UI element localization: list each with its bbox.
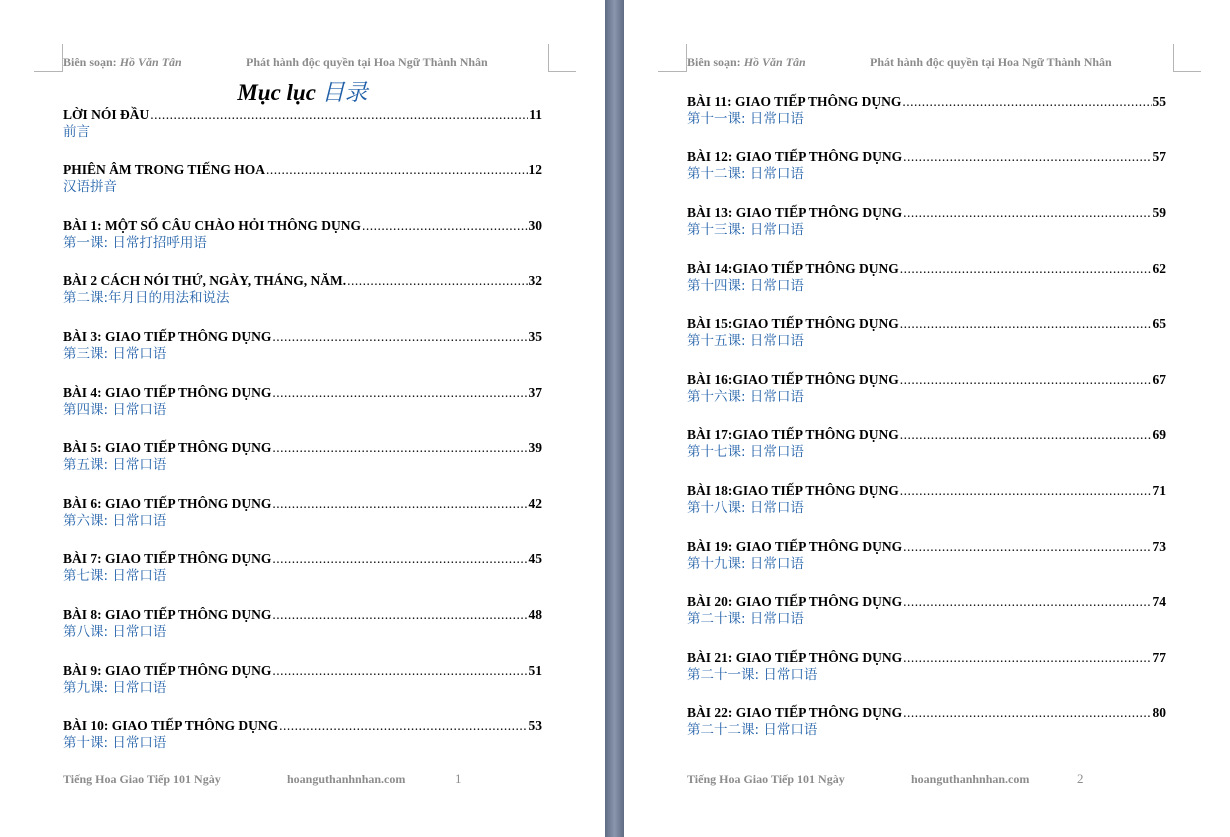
dot-leader	[903, 704, 1151, 721]
toc-entry-title: BÀI 5: GIAO TIẾP THÔNG DỤNG	[63, 440, 272, 455]
dot-leader	[266, 161, 527, 178]
toc-entry-zh: 第七课: 日常口语	[63, 568, 167, 584]
toc-entry-title: BÀI 14:GIAO TIẾP THÔNG DỤNG	[687, 261, 899, 276]
toc-entry[interactable]	[63, 161, 542, 197]
crop-mark	[548, 71, 576, 72]
toc-title	[0, 74, 605, 107]
toc-entry-title: BÀI 2 CÁCH NÓI THỨ, NGÀY, THÁNG, NĂM.	[63, 273, 347, 288]
toc-entry-title: BÀI 22: GIAO TIẾP THÔNG DỤNG	[687, 705, 903, 720]
toc-entry-page: 11	[529, 107, 542, 122]
toc-entry-zh: 第三课: 日常口语	[63, 346, 167, 362]
toc-entry-title: BÀI 7: GIAO TIẾP THÔNG DỤNG	[63, 551, 272, 566]
toc-entry-zh: 第十五课: 日常口语	[687, 333, 804, 349]
toc-entry-page: 53	[528, 718, 542, 733]
toc-entry-page: 55	[1152, 94, 1166, 109]
footer-website: hoanguthanhnhan.com	[911, 772, 1030, 786]
dot-leader	[900, 426, 1152, 443]
author-name: Hồ Văn Tân	[743, 55, 806, 69]
header-author	[63, 55, 182, 70]
toc-entry-zh: 第十七课: 日常口语	[687, 444, 804, 460]
header-author	[687, 55, 806, 70]
toc-entry-title: BÀI 4: GIAO TIẾP THÔNG DỤNG	[63, 385, 272, 400]
toc-entry[interactable]	[63, 328, 542, 364]
toc-entry-title: BÀI 18:GIAO TIẾP THÔNG DỤNG	[687, 483, 899, 498]
toc-entry-page: 35	[528, 329, 542, 344]
toc-entry[interactable]	[687, 649, 1166, 685]
toc-entry-title: BÀI 16:GIAO TIẾP THÔNG DỤNG	[687, 372, 899, 387]
dot-leader	[903, 593, 1151, 610]
toc-entry-zh: 第五课: 日常口语	[63, 457, 167, 473]
dot-leader	[347, 272, 527, 289]
toc-entry-page: 62	[1152, 261, 1166, 276]
toc-entry-page: 32	[528, 273, 542, 288]
dot-leader	[900, 315, 1152, 332]
footer-book-title: Tiếng Hoa Giao Tiếp 101 Ngày	[687, 772, 845, 786]
toc-entry-zh: 第二十课: 日常口语	[687, 611, 804, 627]
toc-entry[interactable]	[687, 204, 1166, 240]
toc-entry[interactable]	[63, 106, 542, 142]
crop-mark	[658, 71, 686, 72]
toc-entry[interactable]	[687, 538, 1166, 574]
toc-entry-page: 57	[1152, 149, 1166, 164]
toc-entry-zh: 第二十二课: 日常口语	[687, 722, 818, 738]
toc-entry[interactable]	[687, 704, 1166, 740]
dot-leader	[362, 217, 527, 234]
toc-entry[interactable]	[687, 426, 1166, 462]
footer-website: hoanguthanhnhan.com	[287, 772, 406, 786]
toc-entry-page: 67	[1152, 372, 1166, 387]
toc-entry-zh: 前言	[63, 124, 90, 140]
toc-entry[interactable]	[63, 717, 542, 753]
dot-leader	[903, 204, 1151, 221]
toc-entry-page: 74	[1152, 594, 1166, 609]
toc-entry-page: 65	[1152, 316, 1166, 331]
toc-entry-page: 71	[1152, 483, 1166, 498]
toc-entry-title: BÀI 1: MỘT SỐ CÂU CHÀO HỎI THÔNG DỤNG	[63, 218, 362, 233]
toc-entry-zh: 第二课:年月日的用法和说法	[63, 290, 230, 306]
dot-leader	[272, 495, 527, 512]
toc-entry-zh: 汉语拼音	[63, 179, 117, 195]
crop-mark	[1173, 44, 1174, 72]
toc-entry-title: BÀI 10: GIAO TIẾP THÔNG DỤNG	[63, 718, 279, 733]
header-publisher: Phát hành độc quyền tại Hoa Ngữ Thành Nhân	[246, 55, 488, 69]
dot-leader	[272, 384, 527, 401]
toc-entry-title: BÀI 3: GIAO TIẾP THÔNG DỤNG	[63, 329, 272, 344]
toc-entry[interactable]	[687, 482, 1166, 518]
toc-entry-page: 59	[1152, 205, 1166, 220]
page-2	[624, 0, 1230, 837]
dot-leader	[903, 538, 1151, 555]
toc-entry-page: 77	[1152, 650, 1166, 665]
toc-entry-zh: 第十八课: 日常口语	[687, 500, 804, 516]
toc-entry-title: BÀI 15:GIAO TIẾP THÔNG DỤNG	[687, 316, 899, 331]
toc-entry-page: 45	[528, 551, 542, 566]
toc-entry-title: BÀI 12: GIAO TIẾP THÔNG DỤNG	[687, 149, 903, 164]
toc-entry-zh: 第十二课: 日常口语	[687, 166, 804, 182]
toc-entry[interactable]	[687, 93, 1166, 129]
page-1	[0, 0, 605, 837]
page-number: 2	[1077, 771, 1084, 786]
page-number: 1	[455, 771, 462, 786]
toc-entry-page: 42	[528, 496, 542, 511]
toc-entry-page: 48	[528, 607, 542, 622]
dot-leader	[272, 606, 527, 623]
toc-entry-page: 37	[528, 385, 542, 400]
toc-entry[interactable]	[687, 371, 1166, 407]
dot-leader	[900, 482, 1152, 499]
dot-leader	[900, 260, 1152, 277]
author-label: Biên soạn:	[63, 55, 117, 69]
toc-entry-page: 73	[1152, 539, 1166, 554]
toc-entry-zh: 第十六课: 日常口语	[687, 389, 804, 405]
toc-entry[interactable]	[687, 593, 1166, 629]
dot-leader	[902, 93, 1151, 110]
toc-entry-page: 80	[1152, 705, 1166, 720]
toc-entry[interactable]	[63, 439, 542, 475]
dot-leader	[272, 662, 527, 679]
toc-entry[interactable]	[63, 550, 542, 586]
page-gutter	[605, 0, 624, 837]
toc-entry-title: BÀI 17:GIAO TIẾP THÔNG DỤNG	[687, 427, 899, 442]
toc-entry[interactable]	[687, 315, 1166, 351]
dot-leader	[903, 649, 1151, 666]
toc-title-vi: Mục lục	[237, 80, 316, 105]
toc-entry-zh: 第十九课: 日常口语	[687, 556, 804, 572]
toc-entry[interactable]	[63, 662, 542, 698]
toc-entry-title: BÀI 9: GIAO TIẾP THÔNG DỤNG	[63, 663, 272, 678]
crop-mark	[34, 71, 62, 72]
dot-leader	[272, 550, 527, 567]
toc-entry-zh: 第六课: 日常口语	[63, 513, 167, 529]
toc-entry[interactable]	[63, 495, 542, 531]
toc-entry-zh: 第十课: 日常口语	[63, 735, 167, 751]
toc-entry-title: BÀI 19: GIAO TIẾP THÔNG DỤNG	[687, 539, 903, 554]
toc-entry-zh: 第十一课: 日常口语	[687, 111, 804, 127]
toc-entry-page: 30	[528, 218, 542, 233]
dot-leader	[903, 148, 1151, 165]
toc-entry-zh: 第一课: 日常打招呼用语	[63, 235, 207, 251]
crop-mark	[548, 44, 549, 72]
toc-entry-title: BÀI 13: GIAO TIẾP THÔNG DỤNG	[687, 205, 903, 220]
toc-entry[interactable]	[687, 260, 1166, 296]
toc-entry-title: BÀI 11: GIAO TIẾP THÔNG DỤNG	[687, 94, 902, 109]
toc-entry-title: LỜI NÓI ĐẦU	[63, 107, 150, 122]
toc-entry-zh: 第二十一课: 日常口语	[687, 667, 818, 683]
toc-entry[interactable]	[63, 217, 542, 253]
dot-leader	[272, 439, 527, 456]
toc-entry-title: BÀI 20: GIAO TIẾP THÔNG DỤNG	[687, 594, 903, 609]
toc-entry-title: BÀI 8: GIAO TIẾP THÔNG DỤNG	[63, 607, 272, 622]
author-label: Biên soạn:	[687, 55, 741, 69]
toc-entry-page: 69	[1152, 427, 1166, 442]
toc-entry-zh: 第十四课: 日常口语	[687, 278, 804, 294]
toc-entry-zh: 第八课: 日常口语	[63, 624, 167, 640]
header-publisher: Phát hành độc quyền tại Hoa Ngữ Thành Nhân	[870, 55, 1112, 69]
toc-entry-title: PHIÊN ÂM TRONG TIẾNG HOA	[63, 162, 266, 177]
dot-leader	[279, 717, 527, 734]
toc-entry[interactable]	[687, 148, 1166, 184]
dot-leader	[272, 328, 527, 345]
toc-entry-page: 51	[528, 663, 542, 678]
toc-title-zh: 目录	[321, 80, 368, 105]
toc-entry-title: BÀI 21: GIAO TIẾP THÔNG DỤNG	[687, 650, 903, 665]
footer-book-title: Tiếng Hoa Giao Tiếp 101 Ngày	[63, 772, 221, 786]
toc-entry-title: BÀI 6: GIAO TIẾP THÔNG DỤNG	[63, 496, 272, 511]
toc-entry-zh: 第九课: 日常口语	[63, 680, 167, 696]
author-name: Hồ Văn Tân	[119, 55, 182, 69]
toc-entry-zh: 第十三课: 日常口语	[687, 222, 804, 238]
toc-entry-page: 39	[528, 440, 542, 455]
dot-leader	[900, 371, 1152, 388]
toc-entry[interactable]	[63, 384, 542, 420]
toc-entry[interactable]	[63, 272, 542, 308]
toc-entry[interactable]	[63, 606, 542, 642]
dot-leader	[150, 106, 528, 123]
toc-entry-page: 12	[528, 162, 542, 177]
crop-mark	[1173, 71, 1201, 72]
toc-entry-zh: 第四课: 日常口语	[63, 402, 167, 418]
